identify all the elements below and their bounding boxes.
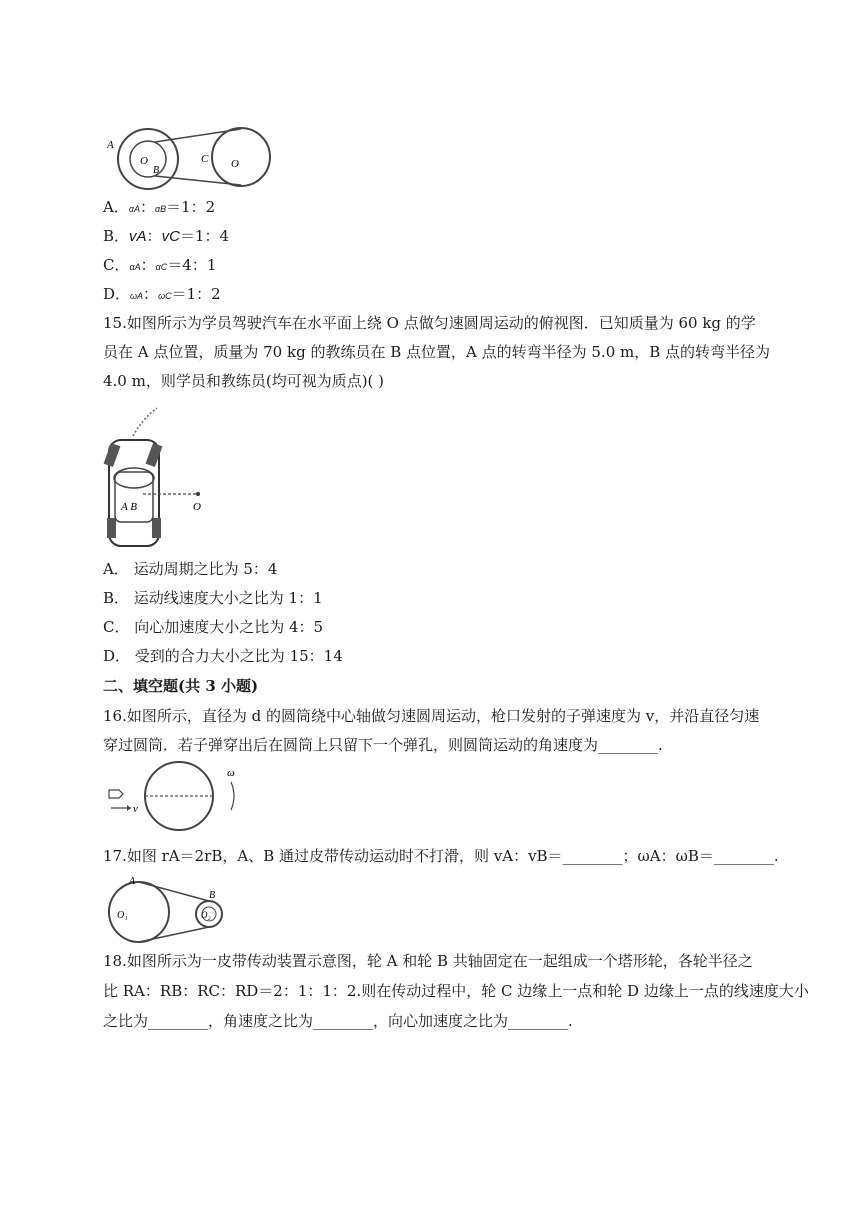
belt-bottom: [139, 927, 209, 942]
q15-stem-line-2: 员在 A 点位置，质量为 70 kg 的教练员在 B 点位置，A 点的转弯半径为 5.0 m，B 点的转弯半径为: [103, 343, 771, 361]
cabin: [115, 472, 153, 522]
label-a: A: [129, 876, 136, 887]
label-b: B: [153, 165, 160, 176]
label-c: C: [201, 153, 209, 165]
q16-cylinder-figure: [103, 760, 243, 832]
q15-option-a: A． 运动周期之比为 5：4: [103, 560, 278, 578]
label-ab: A B: [121, 501, 137, 513]
q18-stem-line-1: 18.如图所示为一皮带传动装置示意图，轮 A 和轮 B 共轴固定在一起组成一个塔形轮，各轮半径之: [103, 952, 753, 970]
bullet: [109, 790, 123, 798]
section-heading: 二、填空题(共 3 小题): [103, 677, 259, 695]
rear-wheel-right: [152, 518, 161, 538]
label-b: B: [209, 890, 216, 901]
label-o2: O: [231, 158, 239, 170]
label-o: O: [193, 501, 201, 513]
windshield: [114, 468, 154, 488]
center-point: [196, 492, 200, 496]
q15-option-d: D． 受到的合力大小之比为 15：14: [103, 647, 343, 665]
q15-stem-line-1: 15.如图所示为学员驾驶汽车在水平面上绕 O 点做匀速圆周运动的俯视图．已知质量为 60 kg 的学: [103, 314, 756, 332]
label-a: A: [107, 139, 114, 151]
rear-wheel-left: [107, 518, 116, 538]
q18-stem-line-2: 比 RA：RB：RC：RD＝2：1：1：2.则在传动过程中，轮 C 边缘上一点和轮 D 边缘上一点的线速度大小: [103, 982, 809, 1000]
turn-path: [133, 408, 157, 436]
q15-car-figure: [103, 400, 213, 550]
belt-top: [139, 882, 209, 901]
q16-stem-line-1: 16.如图所示，直径为 d 的圆筒绕中心轴做匀速圆周运动，枪口发射的子弹速度为 v，并沿直径匀速: [103, 707, 760, 725]
q15-stem-line-3: 4.0 m，则学员和教练员(均可视为质点)( ): [103, 372, 385, 390]
q18-stem-line-3: 之比为________，角速度之比为________，向心加速度之比为________.: [103, 1012, 573, 1030]
label-o1: O₁: [117, 910, 128, 921]
q16-stem-line-2: 穿过圆筒．若子弹穿出后在圆筒上只留下一个弹孔，则圆筒运动的角速度为________.: [103, 736, 663, 754]
q14-option-c: C．αA：αC＝4：1: [103, 256, 217, 274]
q14-option-b: B．vA：vC＝1：4: [103, 227, 229, 245]
inner-pulley: [130, 141, 166, 177]
q14-option-d: D．ωA：ωC＝1：2: [103, 285, 221, 303]
rotation-arrow: [231, 782, 234, 810]
q14-pulley-figure: [103, 126, 278, 190]
q15-option-c: C． 向心加速度大小之比为 4：5: [103, 618, 324, 636]
q14-option-a: A．αA：αB＝1：2: [103, 198, 216, 216]
q15-option-b: B． 运动线速度大小之比为 1：1: [103, 589, 323, 607]
label-o2: O₂: [201, 910, 211, 920]
small-pulley: [118, 129, 178, 189]
label-omega: ω: [227, 767, 235, 779]
label-o1: O: [140, 155, 148, 167]
velocity-arrowhead: [127, 805, 131, 811]
large-pulley: [212, 128, 270, 186]
q17-stem: 17.如图 rA＝2rB，A、B 通过皮带传动运动时不打滑，则 vA：vB＝________；ωA：ωB＝________.: [103, 847, 779, 865]
front-wheel-left: [104, 443, 121, 467]
q17-belt-figure: [103, 874, 228, 944]
label-v: v: [133, 803, 138, 815]
